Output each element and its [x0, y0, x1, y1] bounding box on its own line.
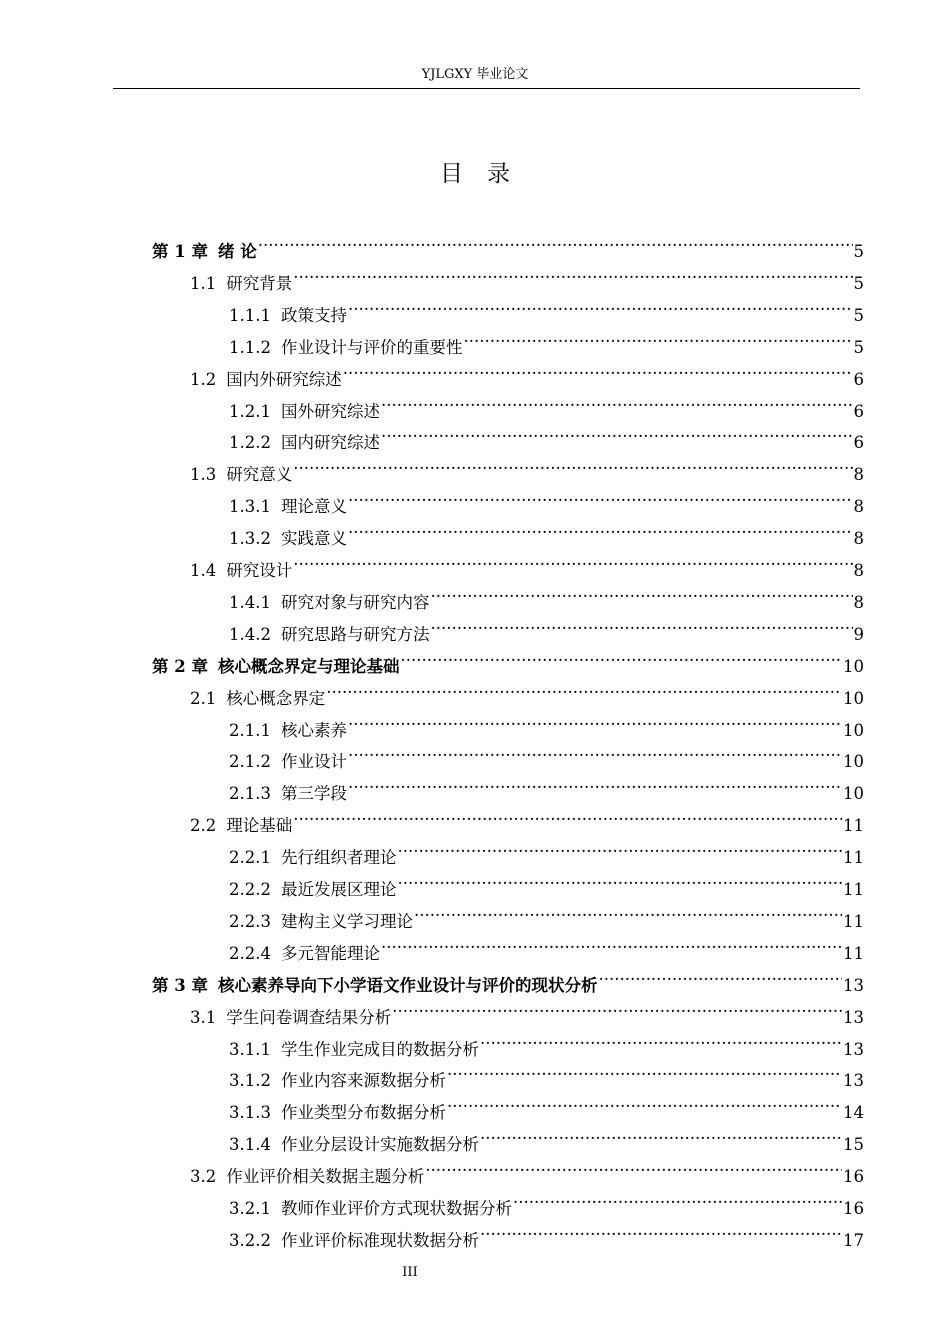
toc-entry-title: 实践意义 — [280, 529, 347, 549]
toc-entry-number: 2.1.2 — [229, 752, 271, 772]
toc-dot-leader — [400, 640, 842, 672]
toc-entry-title: 研究意义 — [226, 465, 293, 485]
toc-dot-leader — [348, 735, 842, 767]
toc-entry-number: 3.2.2 — [229, 1230, 271, 1250]
toc-dot-leader — [447, 1086, 842, 1118]
toc-entry-page: 17 — [843, 1230, 864, 1250]
toc-entry-title: 绪 论 — [217, 242, 257, 261]
toc-entry-number: 2.2.1 — [229, 848, 271, 868]
toc-entry[interactable] — [152, 959, 864, 995]
toc-dot-leader — [463, 321, 852, 353]
toc-entry-number: 3.1.1 — [229, 1039, 271, 1059]
toc-dot-leader — [348, 767, 842, 799]
toc-dot-leader — [425, 1150, 842, 1182]
toc-entry-number: 2.2.4 — [229, 943, 271, 963]
toc-dot-leader — [348, 480, 853, 512]
toc-entry-page: 10 — [843, 752, 864, 772]
toc-entry-title: 作业内容来源数据分析 — [280, 1071, 446, 1091]
toc-dot-leader — [480, 1118, 842, 1150]
page-number: III — [402, 1265, 418, 1280]
toc-entry-number: 2.1 — [190, 688, 217, 708]
toc-entry[interactable] — [190, 672, 864, 708]
toc-entry[interactable] — [229, 321, 864, 357]
toc-entry-title: 核心素养 — [280, 720, 347, 740]
toc-entry-number: 1.2.2 — [229, 433, 271, 453]
toc-entry-number: 1.3 — [190, 465, 217, 485]
toc-entry-page: 8 — [853, 529, 864, 549]
toc-entry-page: 11 — [843, 911, 864, 931]
toc-entry-page: 13 — [843, 1007, 864, 1027]
toc-entry-title: 研究思路与研究方法 — [280, 624, 430, 644]
toc-entry-page: 6 — [853, 433, 864, 453]
toc-entry[interactable] — [229, 767, 864, 804]
toc-entry-title: 政策支持 — [280, 305, 347, 325]
toc-entry[interactable] — [190, 544, 864, 580]
toc-entry-title: 作业类型分布数据分析 — [280, 1103, 446, 1123]
toc-entry[interactable] — [190, 257, 864, 293]
toc-entry-title: 学生作业完成目的数据分析 — [280, 1039, 479, 1059]
toc-title — [0, 159, 950, 189]
toc-entry-page: 8 — [853, 561, 864, 580]
toc-entry-title: 国内外研究综述 — [226, 369, 342, 389]
toc-entry-title: 作业评价标准现状数据分析 — [280, 1230, 479, 1250]
toc-entry-number: 1.2 — [190, 369, 217, 389]
toc-entry-title: 学生问卷调查结果分析 — [226, 1007, 392, 1027]
toc-entry-page: 6 — [853, 401, 864, 421]
toc-entry[interactable] — [229, 895, 864, 931]
toc-entry-number: 2.2.2 — [229, 880, 271, 899]
toc-dot-leader — [392, 991, 842, 1023]
toc-entry-title: 研究对象与研究内容 — [280, 592, 430, 612]
toc-entry-title: 核心概念界定与理论基础 — [217, 656, 400, 676]
toc-entry-page: 16 — [843, 1199, 864, 1218]
toc-entry[interactable] — [229, 576, 864, 612]
toc-entry-title: 国外研究综述 — [280, 401, 380, 421]
toc-entry[interactable] — [229, 1118, 864, 1155]
toc-entry-page: 14 — [843, 1103, 864, 1123]
toc-entry[interactable] — [229, 863, 864, 899]
toc-entry-page: 11 — [843, 943, 864, 963]
toc-entry-title: 作业设计与评价的重要性 — [280, 337, 463, 357]
toc-entry[interactable] — [229, 1182, 864, 1218]
toc-entry[interactable] — [229, 480, 864, 517]
toc-dot-leader — [513, 1182, 842, 1214]
toc-entry[interactable] — [229, 831, 864, 868]
toc-entry-number: 第 2 章 — [152, 656, 208, 676]
toc-entry-page: 10 — [843, 656, 864, 676]
toc-entry-title: 理论意义 — [280, 497, 347, 517]
toc-entry-number: 3.1 — [190, 1007, 217, 1027]
toc-entry-title: 建构主义学习理论 — [280, 911, 413, 931]
toc-entry-page: 13 — [843, 1071, 864, 1091]
toc-dot-leader — [414, 895, 842, 927]
toc-dot-leader — [348, 289, 853, 321]
toc-entry[interactable] — [229, 927, 864, 963]
toc-entry-number: 1.3.1 — [229, 497, 271, 517]
toc-entry[interactable] — [229, 608, 864, 644]
toc-dot-leader — [348, 512, 853, 544]
toc-entry-page: 13 — [843, 975, 864, 995]
toc-entry-number: 1.4.2 — [229, 624, 271, 644]
toc-dot-leader — [397, 831, 842, 863]
toc-entry-number: 1.4 — [190, 561, 217, 580]
toc-entry-page: 15 — [843, 1135, 864, 1155]
toc-entry[interactable] — [229, 1054, 864, 1091]
toc-entry-page: 11 — [843, 880, 864, 899]
toc-dot-leader — [598, 959, 842, 991]
toc-entry-title: 国内研究综述 — [280, 433, 380, 453]
toc-entry[interactable] — [229, 385, 864, 421]
toc-entry[interactable] — [229, 1023, 864, 1059]
header-divider — [113, 88, 860, 89]
toc-dot-leader — [381, 416, 853, 448]
toc-title-char-2: 录 — [487, 161, 510, 187]
toc-entry-number: 2.2 — [190, 816, 217, 836]
toc-entry-title: 作业分层设计实施数据分析 — [280, 1135, 479, 1155]
toc-entry-title: 多元智能理论 — [280, 943, 380, 963]
toc-entry-number: 2.1.3 — [229, 784, 271, 804]
toc-entry[interactable] — [229, 289, 864, 325]
toc-entry-page: 13 — [843, 1039, 864, 1059]
toc-entry-page: 9 — [853, 624, 864, 644]
page-header: YJLGXY 毕业论文 — [421, 67, 529, 82]
toc-entry-title: 核心概念界定 — [226, 688, 326, 708]
toc-entry-title: 教师作业评价方式现状数据分析 — [280, 1199, 512, 1218]
toc-entry-number: 第 1 章 — [152, 242, 208, 261]
toc-entry-title: 研究设计 — [226, 561, 293, 580]
toc-entry-page: 5 — [853, 242, 864, 261]
toc-entry-page: 8 — [853, 592, 864, 612]
toc-dot-leader — [381, 927, 842, 959]
toc-entry-page: 5 — [853, 337, 864, 357]
toc-dot-leader — [430, 576, 852, 608]
toc-dot-leader — [293, 544, 852, 576]
toc-entry-page: 10 — [843, 784, 864, 804]
toc-entry[interactable] — [229, 735, 864, 772]
toc-entry-number: 1.2.1 — [229, 401, 271, 421]
toc-entry-page: 8 — [853, 497, 864, 517]
toc-entry-title: 作业评价相关数据主题分析 — [226, 1167, 425, 1187]
toc-dot-leader — [447, 1054, 842, 1086]
toc-dot-leader — [480, 1023, 842, 1055]
toc-entry-title: 最近发展区理论 — [280, 880, 397, 899]
toc-entry[interactable] — [190, 799, 864, 836]
toc-entry-number: 1.1 — [190, 273, 217, 293]
toc-dot-leader — [480, 1214, 842, 1246]
toc-entry[interactable] — [229, 1086, 864, 1123]
toc-entry[interactable] — [229, 1214, 864, 1250]
toc-entry-page: 11 — [843, 816, 864, 836]
toc-entry-page: 5 — [853, 273, 864, 293]
toc-entry-page: 5 — [853, 305, 864, 325]
toc-entry-number: 3.1.2 — [229, 1071, 271, 1091]
toc-entry-page: 6 — [853, 369, 864, 389]
toc-dot-leader — [258, 225, 853, 257]
toc-entry-number: 1.3.2 — [229, 529, 271, 549]
toc-dot-leader — [381, 385, 853, 417]
toc-entry-page: 16 — [843, 1167, 864, 1187]
toc-entry-number: 1.4.1 — [229, 592, 271, 612]
toc-entry-title: 理论基础 — [226, 816, 293, 836]
toc-entry-number: 3.1.3 — [229, 1103, 271, 1123]
toc-entry[interactable] — [229, 704, 864, 740]
toc-entry-title: 作业设计 — [280, 752, 347, 772]
toc-entry-title: 核心素养导向下小学语文作业设计与评价的现状分析 — [217, 975, 598, 995]
toc-entry-title: 第三学段 — [280, 784, 347, 804]
toc-entry-page: 10 — [843, 688, 864, 708]
toc-entry-number: 1.1.1 — [229, 305, 271, 325]
toc-entry-number: 1.1.2 — [229, 337, 271, 357]
toc-dot-leader — [348, 704, 842, 736]
toc-entry[interactable] — [190, 1150, 864, 1187]
toc-entry-title: 先行组织者理论 — [280, 848, 397, 868]
toc-entry-number: 第 3 章 — [152, 975, 208, 995]
toc-entry[interactable] — [229, 512, 864, 549]
toc-entry[interactable] — [190, 448, 864, 485]
toc-entry-page: 11 — [843, 848, 864, 868]
toc-entry-title: 研究背景 — [226, 273, 293, 293]
toc-dot-leader — [397, 863, 842, 895]
toc-entry-page: 10 — [843, 720, 864, 740]
toc-dot-leader — [430, 608, 852, 640]
toc-entry[interactable] — [190, 991, 864, 1027]
toc-entry-number: 2.1.1 — [229, 720, 271, 740]
toc-dot-leader — [326, 672, 842, 704]
toc-entry-number: 2.2.3 — [229, 911, 271, 931]
toc-entry[interactable] — [229, 416, 864, 453]
toc-entry[interactable] — [190, 353, 864, 389]
toc-entry-number: 3.1.4 — [229, 1135, 271, 1155]
toc-entry-number: 3.2.1 — [229, 1199, 271, 1218]
toc-dot-leader — [293, 799, 842, 831]
toc-entry[interactable] — [152, 225, 864, 261]
toc-entry-number: 3.2 — [190, 1167, 217, 1187]
toc-dot-leader — [293, 448, 852, 480]
toc-entry-page: 8 — [853, 465, 864, 485]
toc-dot-leader — [343, 353, 853, 385]
toc-dot-leader — [293, 257, 852, 289]
toc-entry[interactable] — [152, 640, 864, 676]
toc-title-char-1: 目 — [440, 161, 463, 187]
